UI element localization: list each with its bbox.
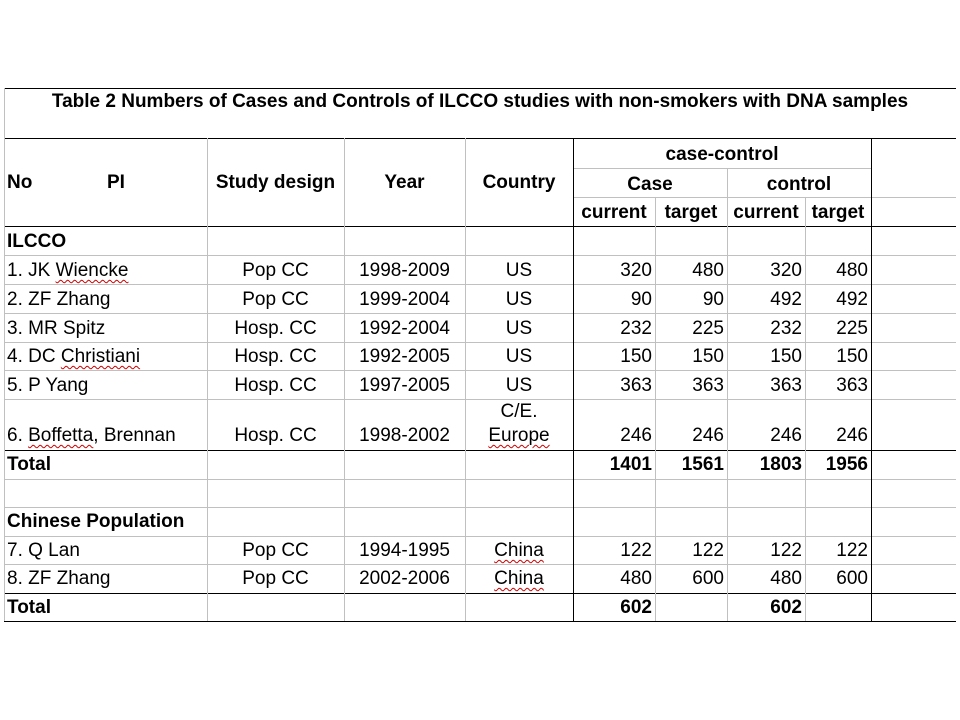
grid-line xyxy=(4,226,956,227)
year: 1998-2009 xyxy=(359,260,450,281)
header-country: Country xyxy=(482,172,556,193)
grid-line xyxy=(4,138,956,139)
header-study-design: Study design xyxy=(215,172,336,193)
year: 1994-1995 xyxy=(359,540,450,561)
case-current-total: 1401 xyxy=(609,454,652,475)
case-target: 480 xyxy=(692,260,724,281)
country: US xyxy=(505,318,533,339)
table-top-border xyxy=(4,88,956,89)
case-target: 122 xyxy=(692,540,724,561)
case-current: 480 xyxy=(620,568,652,589)
table-bottom-border xyxy=(4,621,956,622)
grid-line xyxy=(4,399,956,400)
header-control-current: current xyxy=(733,202,799,223)
control-current: 320 xyxy=(770,260,802,281)
control-target: 600 xyxy=(836,568,868,589)
year: 1997-2005 xyxy=(359,375,450,396)
control-current-total: 602 xyxy=(770,597,802,618)
country: China xyxy=(494,540,544,561)
pi-name: 5. P Yang xyxy=(7,375,89,396)
header-year: Year xyxy=(384,172,425,193)
grid-line xyxy=(4,370,956,371)
control-current: 492 xyxy=(770,289,802,310)
control-current: 246 xyxy=(770,425,802,446)
year: 1999-2004 xyxy=(359,289,450,310)
pi-name: 7. Q Lan xyxy=(7,540,80,561)
control-target: 246 xyxy=(836,425,868,446)
year: 1998-2002 xyxy=(359,425,450,446)
control-current: 122 xyxy=(770,540,802,561)
case-current-total: 602 xyxy=(620,597,652,618)
control-current: 363 xyxy=(770,375,802,396)
case-target-total: 1561 xyxy=(681,454,724,475)
year: 1992-2004 xyxy=(359,318,450,339)
study-design: Hosp. CC xyxy=(234,425,317,446)
control-target: 480 xyxy=(836,260,868,281)
grid-line xyxy=(4,564,956,565)
country: US xyxy=(505,346,533,367)
header-control: control xyxy=(766,174,832,195)
year: 2002-2006 xyxy=(359,568,450,589)
case-target: 363 xyxy=(692,375,724,396)
case-current: 122 xyxy=(620,540,652,561)
country: China xyxy=(494,568,544,589)
case-target: 90 xyxy=(702,289,724,310)
study-design: Pop CC xyxy=(242,568,309,589)
study-design: Pop CC xyxy=(242,289,309,310)
control-current: 150 xyxy=(770,346,802,367)
header-pi: PI xyxy=(107,172,125,193)
grid-line xyxy=(573,168,871,169)
grid-line xyxy=(4,342,956,343)
pi-name: 3. MR Spitz xyxy=(7,318,106,339)
grid-line xyxy=(573,197,956,198)
case-current: 320 xyxy=(620,260,652,281)
grid-line xyxy=(4,313,956,314)
grid-line xyxy=(871,138,872,621)
control-target-total: 1956 xyxy=(825,454,868,475)
grid-line xyxy=(4,255,956,256)
grid-line xyxy=(4,450,956,451)
country: Europe xyxy=(488,425,550,446)
control-target: 122 xyxy=(836,540,868,561)
control-current-total: 1803 xyxy=(759,454,802,475)
case-current: 246 xyxy=(620,425,652,446)
study-design: Hosp. CC xyxy=(234,375,317,396)
study-design: Hosp. CC xyxy=(234,318,317,339)
case-current: 232 xyxy=(620,318,652,339)
case-current: 150 xyxy=(620,346,652,367)
header-case-current: current xyxy=(581,202,647,223)
grid-line xyxy=(4,284,956,285)
grid-line xyxy=(4,536,956,537)
case-current: 363 xyxy=(620,375,652,396)
header-case-control: case-control xyxy=(665,144,779,165)
table-title: Table 2 Numbers of Cases and Controls of ILCCO studies with non-smokers with DNA samples xyxy=(51,91,909,112)
grid-line xyxy=(4,479,956,480)
header-case: Case xyxy=(627,174,673,195)
pi-name: 1. JK Wiencke xyxy=(7,260,129,281)
year: 1992-2005 xyxy=(359,346,450,367)
case-target: 150 xyxy=(692,346,724,367)
pi-name: 6. Boffetta, Brennan xyxy=(7,425,176,446)
control-target: 363 xyxy=(836,375,868,396)
grid-line xyxy=(4,593,956,594)
header-case-target: target xyxy=(664,202,718,223)
case-target: 600 xyxy=(692,568,724,589)
case-target: 246 xyxy=(692,425,724,446)
grid-line xyxy=(4,507,956,508)
country: US xyxy=(505,260,533,281)
study-design: Pop CC xyxy=(242,540,309,561)
control-target: 225 xyxy=(836,318,868,339)
header-control-target: target xyxy=(811,202,865,223)
section-label-chinese-population: Chinese Population xyxy=(7,511,185,532)
header-no: No xyxy=(7,172,33,193)
case-target: 225 xyxy=(692,318,724,339)
control-current: 232 xyxy=(770,318,802,339)
control-current: 480 xyxy=(770,568,802,589)
pi-name: 8. ZF Zhang xyxy=(7,568,111,589)
study-design: Hosp. CC xyxy=(234,346,317,367)
pi-name: 2. ZF Zhang xyxy=(7,289,111,310)
country: US xyxy=(505,375,533,396)
pi-name: 4. DC Christiani xyxy=(7,346,141,367)
section-label-ilcco: ILCCO xyxy=(7,231,67,252)
control-target: 150 xyxy=(836,346,868,367)
case-current: 90 xyxy=(630,289,652,310)
country: US xyxy=(505,289,533,310)
data-table xyxy=(4,88,956,621)
study-design: Pop CC xyxy=(242,260,309,281)
total-label: Total xyxy=(7,454,51,475)
total-label: Total xyxy=(7,597,51,618)
country: C/E. xyxy=(500,401,538,422)
control-target: 492 xyxy=(836,289,868,310)
